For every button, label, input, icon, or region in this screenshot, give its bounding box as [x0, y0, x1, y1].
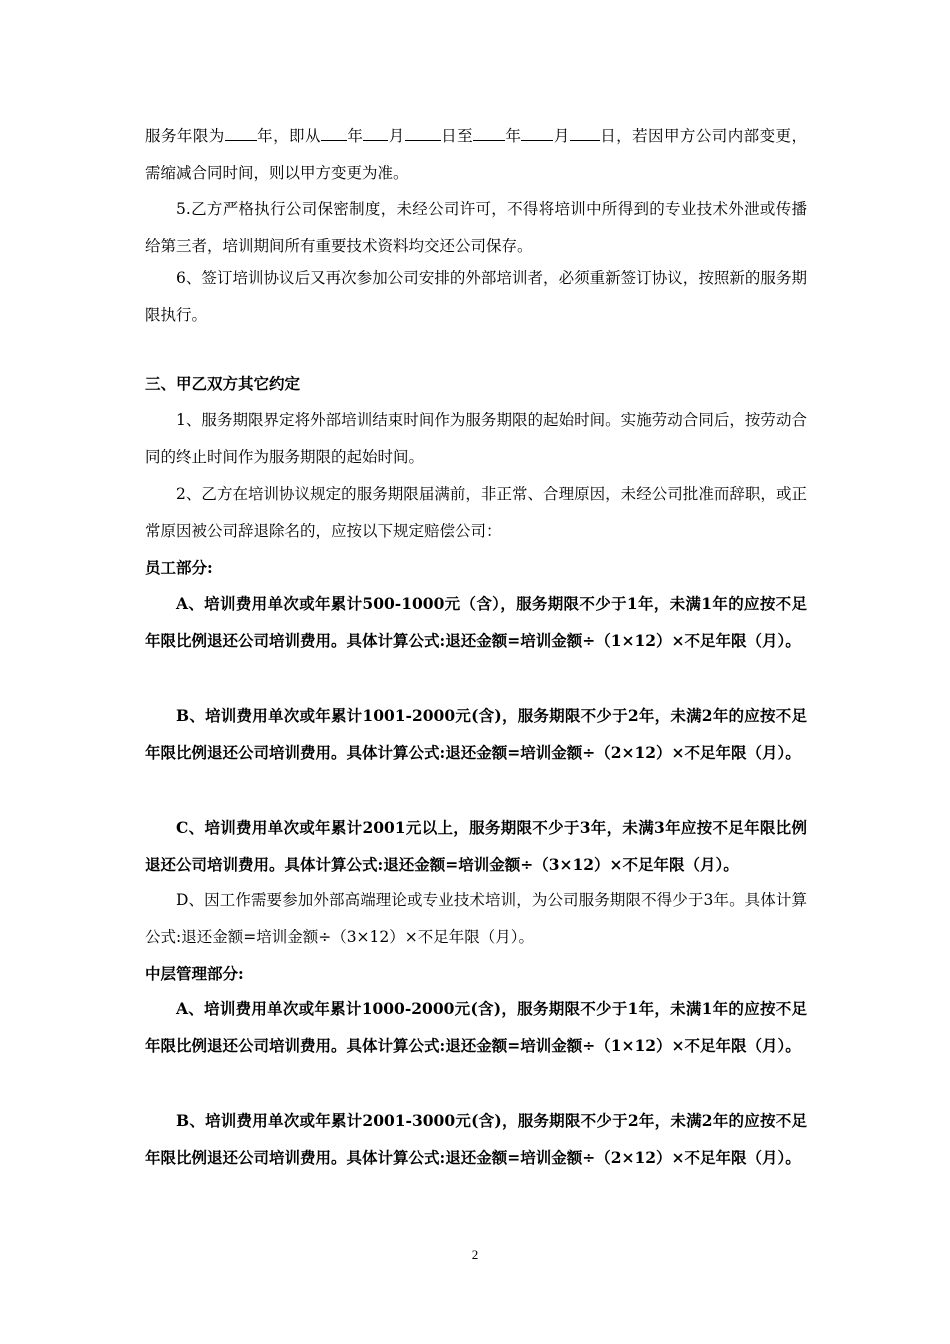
employee-item-a: A、培训费用单次或年累计500-1000元（含），服务期限不少于1年，未满1年的应按不足年限比例退还公司培训费用。具体计算公式:退还金额=培训金额÷（1×12）×不足年限（月）。 [145, 594, 807, 650]
blank-start-year [321, 124, 347, 141]
section-3-paragraph-1: 1、服务期限界定将外部培训结束时间作为服务期限的起始时间。实施劳动合同后，按劳动合同的终止时间作为服务期限的起始时间。 [145, 411, 807, 466]
text-segment: 年 [346, 127, 364, 145]
text-segment: 年 [505, 127, 522, 145]
text-segment: 月 [553, 127, 570, 145]
blank-start-day [405, 124, 441, 141]
page-number: 2 [471, 1247, 479, 1262]
employee-item-b: B、培训费用单次或年累计1001-2000元(含)，服务期限不少于2年，未满2年的应按不足年限比例退还公司培训费用。具体计算公式:退还金额=培训金额÷（2×12）×不足年限（月）。 [145, 706, 807, 762]
middle-management-item-a: A、培训费用单次或年累计1000-2000元(含)，服务期限不少于1年，未满1年的应按不足年限比例退还公司培训费用。具体计算公式:退还金额=培训金额÷（1×12）×不足年限（月）。 [145, 999, 807, 1055]
section-3-title: 三、甲乙双方其它约定 [145, 374, 301, 393]
middle-management-item-b: B、培训费用单次或年累计2001-3000元(含)，服务期限不少于2年，未满2年的应按不足年限比例退还公司培训费用。具体计算公式:退还金额=培训金额÷（2×12）×不足年限（月）。 [145, 1111, 807, 1167]
employee-heading: 员工部分: [145, 558, 213, 577]
item-5-confidentiality: 5.乙方严格执行公司保密制度，未经公司许可，不得将培训中所得到的专业技术外泄或传播给第三者，培训期间所有重要技术资料均交还公司保存。 [145, 200, 807, 255]
employee-item-d: D、因工作需要参加外部高端理论或专业技术培训，为公司服务期限不得少于3年。具体计算公式:退还金额=培训金额÷（3×12）×不足年限（月）。 [145, 891, 807, 946]
service-term-paragraph [145, 118, 807, 192]
employee-item-c: C、培训费用单次或年累计2001元以上，服务期限不少于3年，未满3年应按不足年限比例退还公司培训费用。具体计算公式:退还金额=培训金额÷（3×12）×不足年限（月）。 [145, 818, 807, 874]
item-6-resign-agreement: 6、签订培训协议后又再次参加公司安排的外部培训者，必须重新签订协议，按照新的服务期限执行。 [145, 269, 807, 324]
blank-end-year [473, 124, 505, 141]
text-segment: 日，若因甲方公司内部变更，需缩减合同时间，则以甲方变更为准。 [145, 127, 807, 182]
blank-years [225, 124, 257, 141]
section-3-paragraph-2: 2、乙方在培训协议规定的服务期限届满前，非正常、合理原因，未经公司批准而辞职，或正常原因被公司辞退除名的，应按以下规定赔偿公司： [145, 485, 807, 540]
text-segment: 年，即从 [256, 127, 321, 145]
blank-end-day [570, 124, 600, 141]
text-segment: 月 [388, 127, 405, 145]
text-segment: 服务年限为 [145, 127, 225, 145]
blank-start-month [363, 124, 388, 141]
blank-end-month [521, 124, 553, 141]
text-segment: 日至 [440, 127, 474, 145]
middle-management-heading: 中层管理部分: [145, 964, 244, 983]
